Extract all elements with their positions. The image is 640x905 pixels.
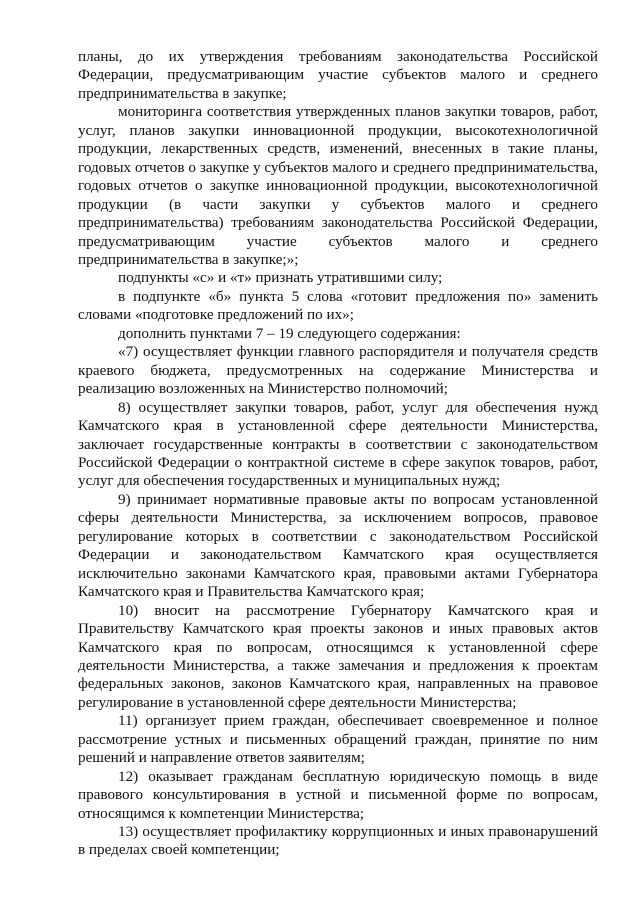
paragraph-8: 9) принимает нормативные правовые акты по вопросам установленной сферы деятельности Министерства, за исключением вопросов, правовое регулирование которых в соответствии с законодательством Российской Федерации и законодательством Камчатского края осуществляется исключительно законами Камчатского края, правовыми актами Губернатора Камчатского края и Правительства Камчатского края; bbox=[78, 490, 598, 601]
paragraph-1: планы, до их утверждения требованиям законодательства Российской Федерации, предусматривающим участие субъектов малого и среднего предпринимательства в закупке; bbox=[78, 48, 598, 102]
paragraph-3: подпункты «с» и «т» признать утратившими силу; bbox=[118, 269, 443, 287]
paragraph-4: в подпункте «б» пункта 5 слова «готовит предложения по» заменить словами «подготовке предложений по их»; bbox=[78, 287, 598, 324]
paragraph-12: 13) осуществляет профилактику коррупционных и иных правонарушений в пределах своей компетенции; bbox=[78, 823, 598, 859]
document-page bbox=[78, 48, 598, 860]
paragraph-7: 8) осуществляет закупки товаров, работ, услуг для обеспечения нужд Камчатского края в установленной сфере деятельности Министерства, заключает государственные контракты в соответствии с законодательством Российской Федерации о контрактной системе в сфере закупок товаров, работ, услуг для обеспечения государственных и муниципальных нужд; bbox=[78, 398, 598, 490]
paragraph-5: дополнить пунктами 7 – 19 следующего содержания: bbox=[118, 324, 461, 342]
paragraph-2: мониторинга соответствия утвержденных планов закупки товаров, работ, услуг, планов закупки инновационной продукции, высокотехнологичной продукции, лекарственных средств, изменений, внесенных в такие планы, годовых отчетов о закупке у субъектов малого и среднего предпринимательства, годовых отчетов о закупке инновационной продукции, высокотехнологичной продукции (в части закупки у субъектов малого и среднего предпринимательства) требованиям законодательства Российской Федерации, предусматривающим участие субъектов малого и среднего предпринимательства в закупке;»; bbox=[78, 103, 598, 268]
paragraph-6: «7) осуществляет функции главного распорядителя и получателя средств краевого бюджета, предусмотренных на содержание Министерства и реализацию возложенных на Министерство полномочий; bbox=[78, 343, 598, 398]
paragraph-9: 10) вносит на рассмотрение Губернатору Камчатского края и Правительству Камчатского края проекты законов и иных правовых актов Камчатского края по вопросам, относящимся к установленной сфере деятельности Министерства, а также замечания и предложения к проектам федеральных законов, законов Камчатского края, направленных на правовое регулирование в установленной сфере деятельности Министерства; bbox=[78, 601, 598, 711]
paragraph-10: 11) организует прием граждан, обеспечивает своевременное и полное рассмотрение устных и письменных обращений граждан, принятие по ним решений и направление ответов заявителям; bbox=[78, 712, 598, 767]
paragraph-11: 12) оказывает гражданам бесплатную юридическую помощь в виде правового консультирования в устной и письменной форме по вопросам, относящимся к компетенции Министерства; bbox=[78, 767, 598, 822]
